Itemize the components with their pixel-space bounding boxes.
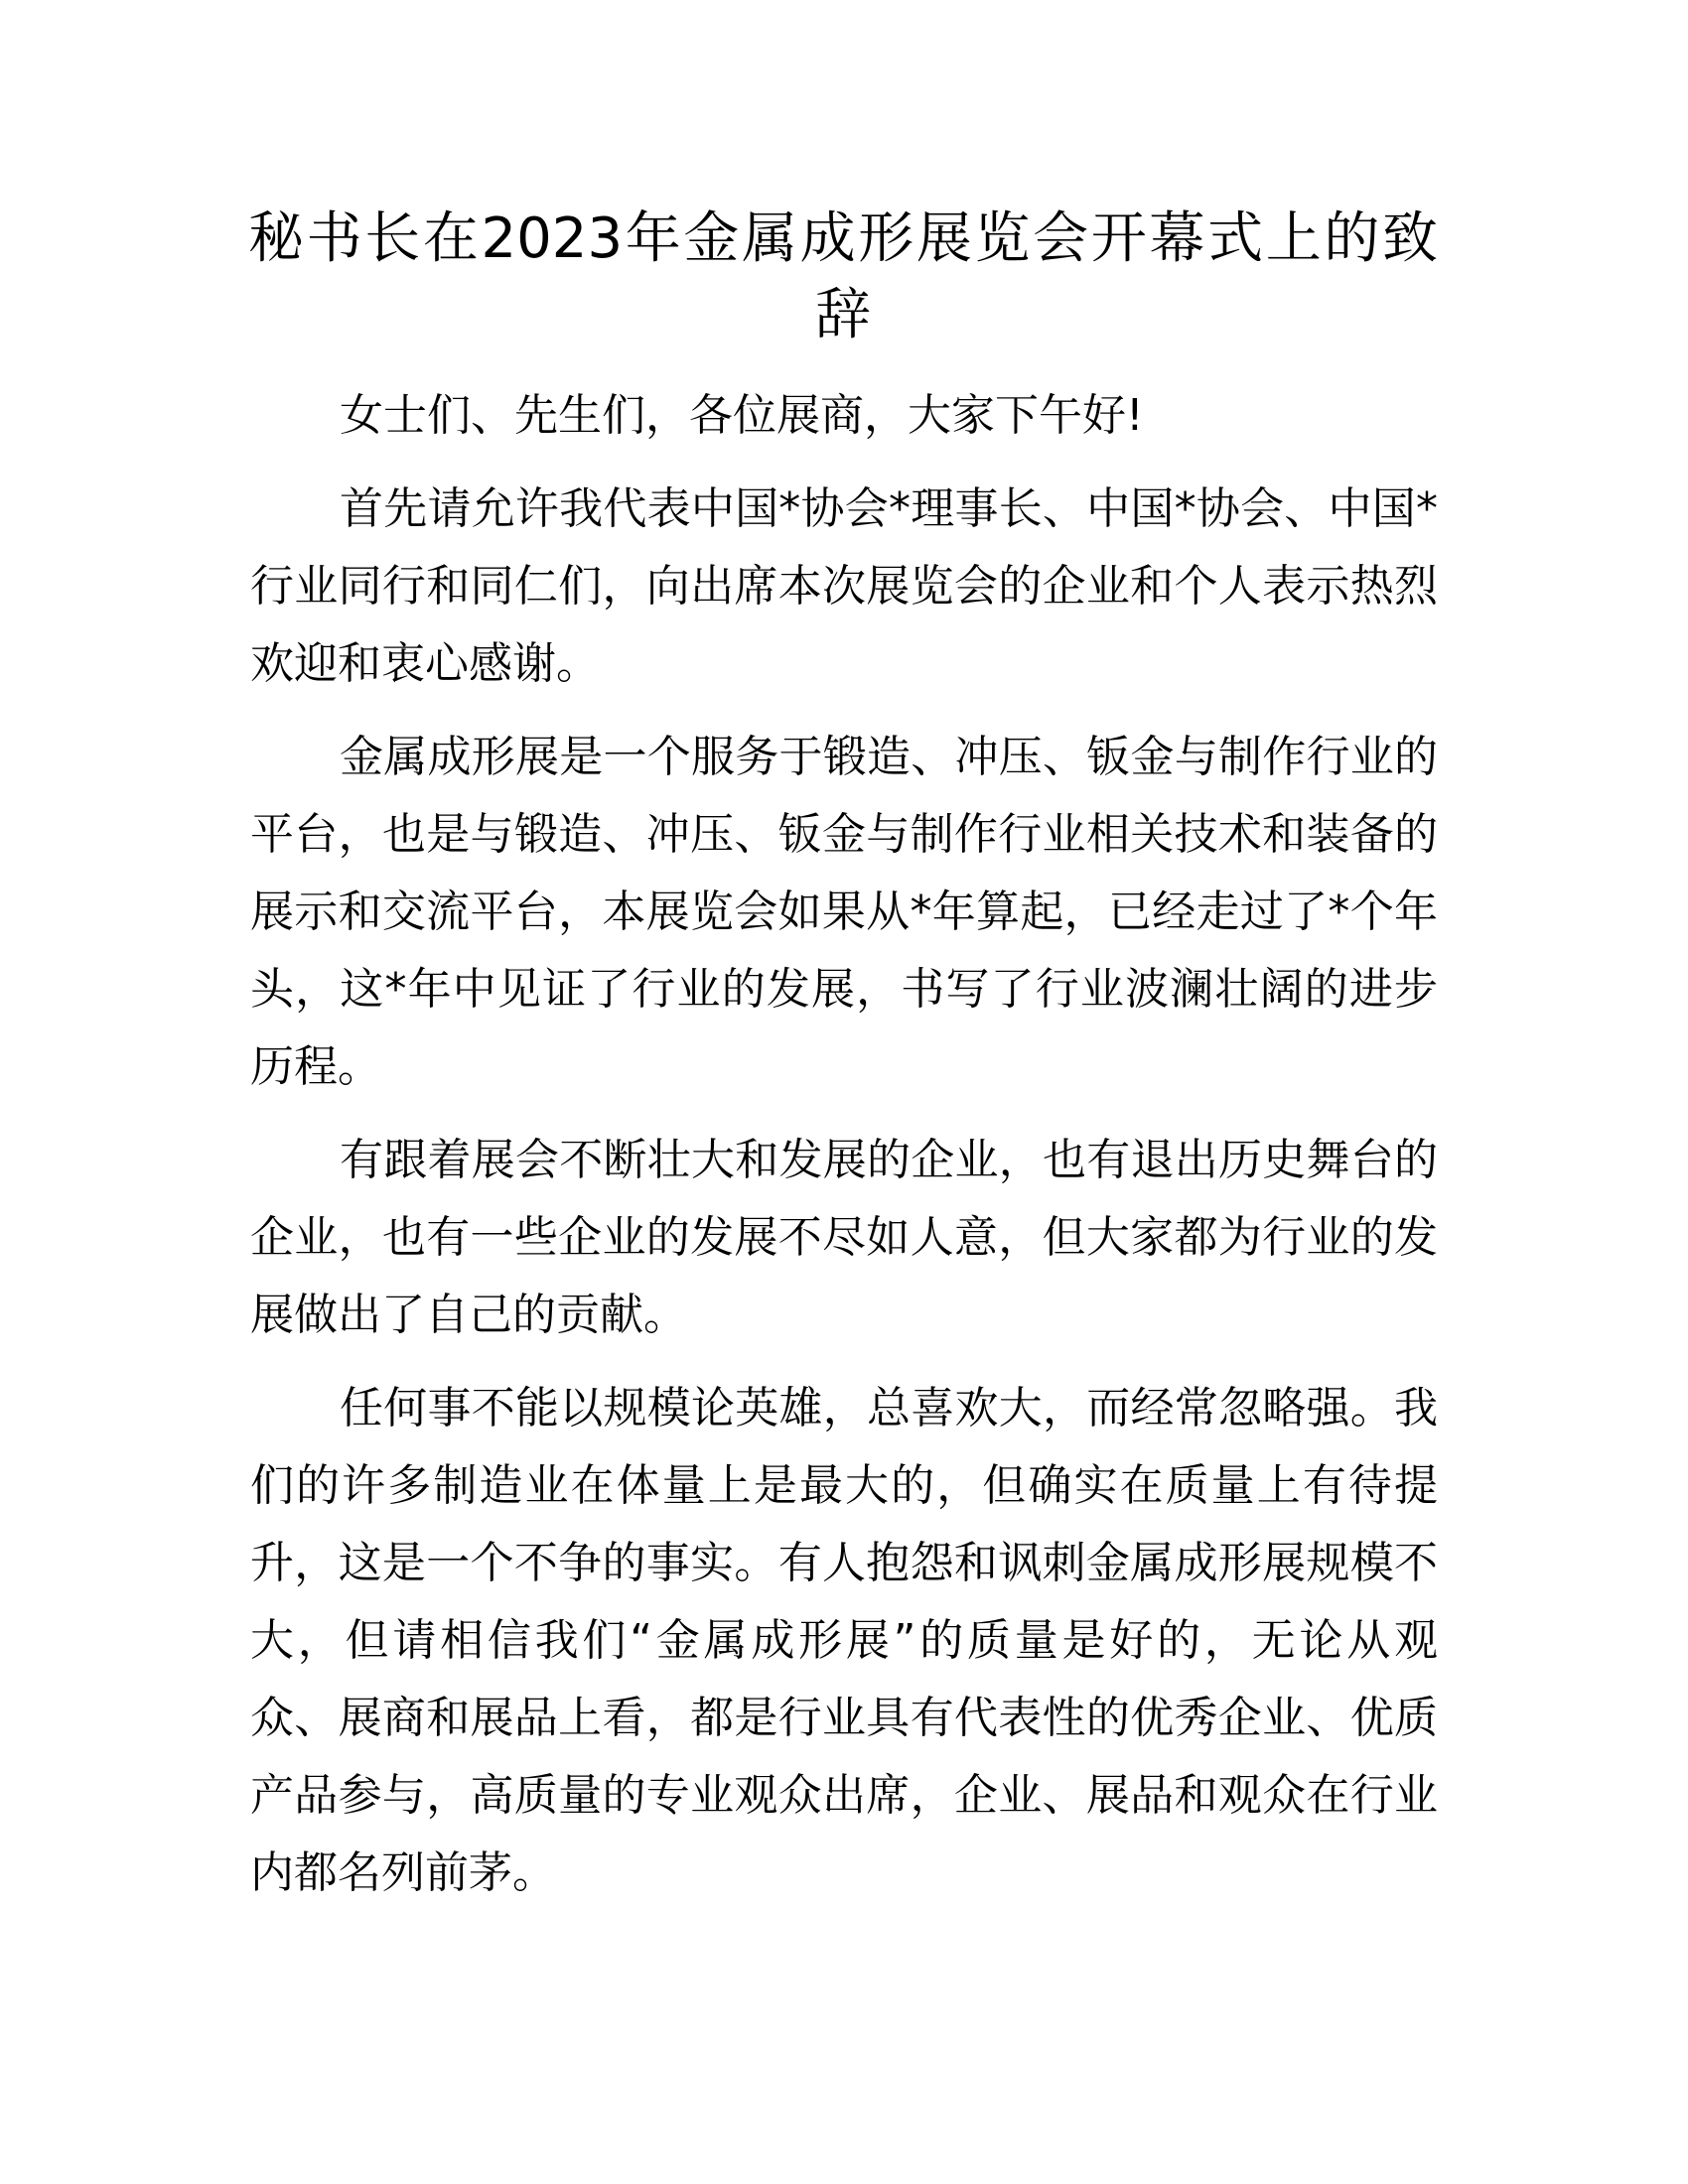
paragraph-exhibition-intro (250, 719, 1438, 1106)
paragraph-line: 众、展商和展品上看，都是行业具有代表性的优秀企业、优质 (250, 1693, 1438, 1743)
paragraph-line: 首先请允许我代表中国*协会*理事长、中国*协会、中国* (340, 483, 1438, 534)
paragraph-line: 产品参与，高质量的专业观众出席，企业、展品和观众在行业 (250, 1770, 1438, 1821)
paragraph-enterprises (250, 1122, 1438, 1354)
paragraph-line: 行业同行和同仁们，向出席本次展览会的企业和个人表示热烈 (250, 561, 1438, 612)
paragraph-welcome (250, 471, 1438, 703)
paragraph-line: 们的许多制造业在体量上是最大的，但确实在质量上有待提 (250, 1460, 1438, 1511)
paragraph-line: 内都名列前茅。 (250, 1847, 556, 1898)
paragraph-line: 金属成形展是一个服务于锻造、冲压、钣金与制作行业的 (340, 732, 1438, 782)
paragraph-line: 女士们、先生们，各位展商，大家下午好! (340, 390, 1144, 441)
paragraph-line: 头，这*年中见证了行业的发展，书写了行业波澜壮阔的进步 (250, 964, 1438, 1015)
paragraph-line: 平台，也是与锻造、冲压、钣金与制作行业相关技术和装备的 (250, 809, 1438, 860)
paragraph-line: 企业，也有一些企业的发展不尽如人意，但大家都为行业的发 (250, 1212, 1438, 1263)
paragraph-line: 展做出了自己的贡献。 (250, 1290, 687, 1340)
paragraph-line: 任何事不能以规模论英雄，总喜欢大，而经常忽略强。我 (340, 1383, 1438, 1433)
document-title (248, 201, 1438, 353)
paragraph-line: 展示和交流平台，本展览会如果从*年算起，已经走过了*个年 (250, 887, 1438, 937)
paragraph-line: 升，这是一个不争的事实。有人抱怨和讽刺金属成形展规模不 (250, 1538, 1438, 1588)
paragraph-line: 大，但请相信我们“金属成形展”的质量是好的，无论从观 (250, 1615, 1438, 1666)
title-line-1: 秘书长在2023年金属成形展览会开幕式上的致 (248, 206, 1438, 271)
paragraph-greeting (250, 377, 1438, 455)
paragraph-line: 欢迎和衷心感谢。 (250, 638, 600, 689)
paragraph-line: 有跟着展会不断壮大和发展的企业，也有退出历史舞台的 (340, 1135, 1438, 1185)
document-body (250, 377, 1438, 1928)
paragraph-quality (250, 1370, 1438, 1912)
paragraph-line: 历程。 (250, 1041, 381, 1092)
title-line-2: 辞 (815, 283, 871, 347)
